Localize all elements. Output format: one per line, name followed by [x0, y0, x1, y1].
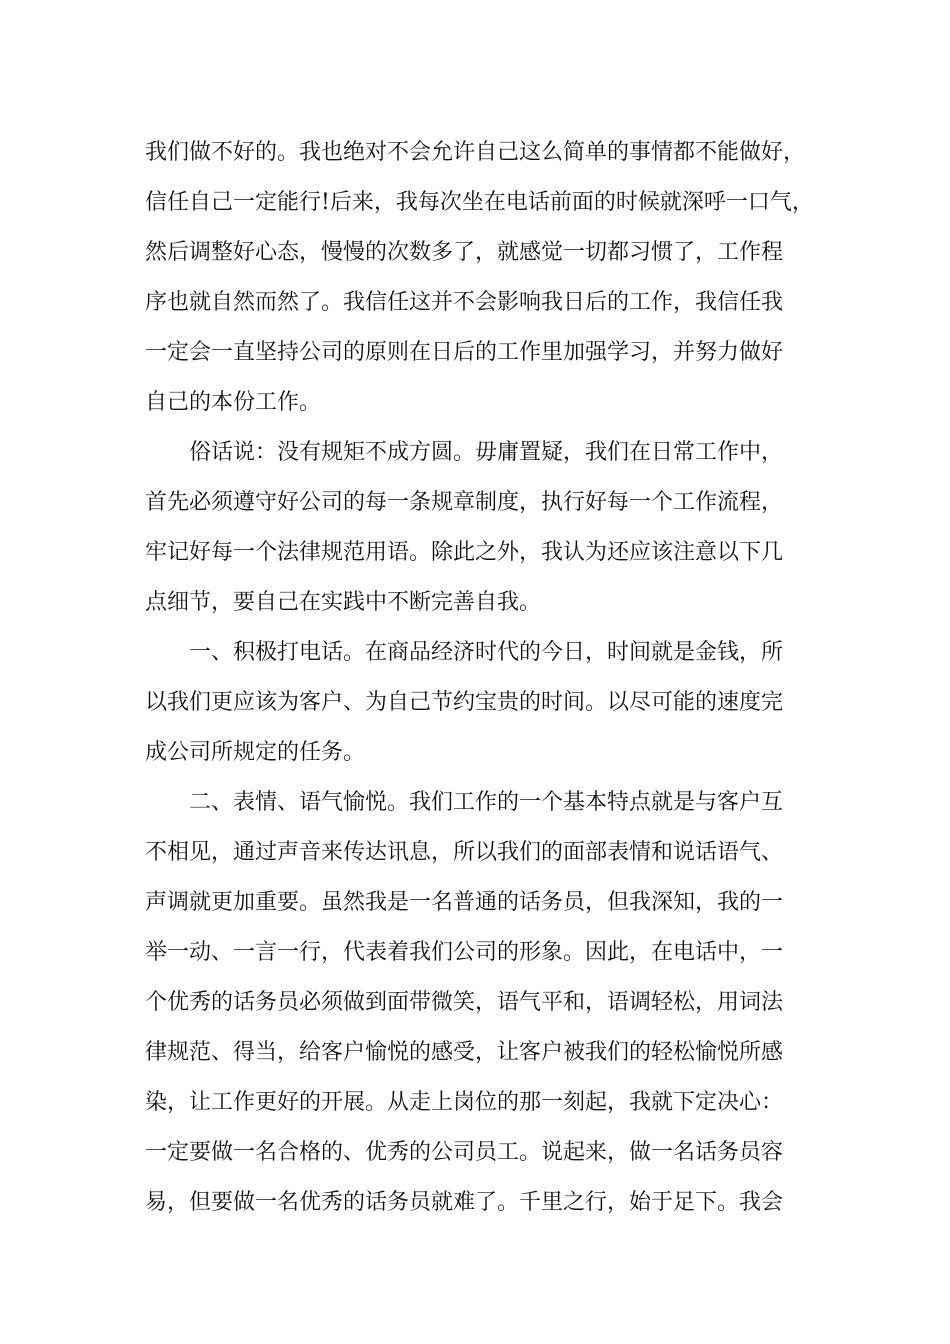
text-line: 易，但要做一名优秀的话务员就难了。千里之行，始于足下。我会	[145, 1190, 784, 1215]
text-line: 以我们更应该为客户、为自己节约宝贵的时间。以尽可能的速度完	[145, 690, 784, 715]
text-line: 信任自己一定能行!后来，我每次坐在电话前面的时候就深呼一口气，	[145, 190, 814, 215]
document-body	[145, 128, 845, 1228]
paragraph-start-line: 一、积极打电话。在商品经济时代的今日，时间就是金钱，所	[145, 640, 784, 665]
text-line: 然后调整好心态，慢慢的次数多了，就感觉一切都习惯了，工作程	[145, 240, 784, 265]
text-line: 律规范、得当，给客户愉悦的感受，让客户被我们的轻松愉悦所感	[145, 1040, 784, 1065]
text-line: 首先必须遵守好公司的每一条规章制度，执行好每一个工作流程，	[145, 490, 784, 515]
text-line: 个优秀的话务员必须做到面带微笑，语气平和，语调轻松，用词法	[145, 990, 784, 1015]
paragraph-start-line: 二、表情、语气愉悦。我们工作的一个基本特点就是与客户互	[145, 790, 784, 815]
text-line: 自己的本份工作。	[145, 390, 322, 415]
text-line: 举一动、一言一行，代表着我们公司的形象。因此，在电话中，一	[145, 940, 784, 965]
text-line: 不相见，通过声音来传达讯息，所以我们的面部表情和说话语气、	[145, 840, 784, 865]
text-line: 序也就自然而然了。我信任这并不会影响我日后的工作，我信任我	[145, 290, 784, 315]
text-line: 点细节，要自己在实践中不断完善自我。	[145, 590, 542, 615]
text-line: 声调就更加重要。虽然我是一名普通的话务员，但我深知，我的一	[145, 890, 784, 915]
text-line: 染，让工作更好的开展。从走上岗位的那一刻起，我就下定决心：	[145, 1090, 784, 1115]
text-line: 一定会一直坚持公司的原则在日后的工作里加强学习，并努力做好	[145, 340, 784, 365]
text-line: 成公司所规定的任务。	[145, 740, 366, 765]
text-line: 我们做不好的。我也绝对不会允许自己这么简单的事情都不能做好，	[145, 140, 806, 165]
paragraph-start-line: 俗话说：没有规矩不成方圆。毋庸置疑，我们在日常工作中，	[145, 440, 784, 465]
text-line: 一定要做一名合格的、优秀的公司员工。说起来，做一名话务员容	[145, 1140, 784, 1165]
text-line: 牢记好每一个法律规范用语。除此之外，我认为还应该注意以下几	[145, 540, 784, 565]
